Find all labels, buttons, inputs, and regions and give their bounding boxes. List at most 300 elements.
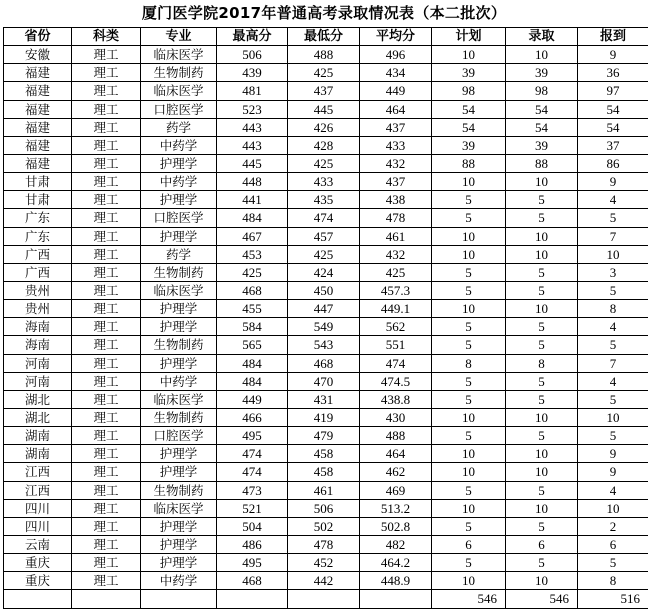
cell-major[interactable]: 临床医学 — [141, 46, 217, 64]
cell-min-score[interactable]: 549 — [288, 318, 360, 336]
cell-province[interactable]: 甘肃 — [4, 173, 72, 191]
cell-admitted[interactable]: 5 — [506, 517, 578, 535]
table-row — [4, 354, 648, 372]
cell-min-score[interactable]: 425 — [288, 245, 360, 263]
cell-category[interactable]: 理工 — [72, 173, 141, 191]
table-row — [4, 173, 648, 191]
cell-major[interactable]: 护理学 — [141, 445, 217, 463]
cell-province[interactable]: 广西 — [4, 263, 72, 281]
cell-category[interactable]: 理工 — [72, 136, 141, 154]
cell-admitted[interactable]: 39 — [506, 64, 578, 82]
cell-max-score[interactable]: 486 — [217, 535, 288, 553]
cell-admitted[interactable]: 10 — [506, 173, 578, 191]
cell-major[interactable]: 药学 — [141, 118, 217, 136]
cell-major[interactable]: 生物制药 — [141, 481, 217, 499]
cell-admitted[interactable]: 10 — [506, 408, 578, 426]
cell-major[interactable]: 口腔医学 — [141, 209, 217, 227]
cell-category[interactable]: 理工 — [72, 318, 141, 336]
cell-category[interactable]: 理工 — [72, 336, 141, 354]
cell-avg-score[interactable]: 478 — [360, 209, 432, 227]
cell-province[interactable]: 湖南 — [4, 445, 72, 463]
cell-min-score[interactable]: 435 — [288, 191, 360, 209]
cell-admitted[interactable]: 5 — [506, 390, 578, 408]
cell-avg-score[interactable]: 496 — [360, 46, 432, 64]
cell-enrolled[interactable]: 9 — [578, 173, 648, 191]
cell-category[interactable]: 理工 — [72, 100, 141, 118]
cell-plan[interactable]: 54 — [432, 100, 506, 118]
cell-min-score[interactable]: 428 — [288, 136, 360, 154]
cell-admitted[interactable]: 10 — [506, 245, 578, 263]
cell-min-score[interactable]: 447 — [288, 300, 360, 318]
cell-enrolled[interactable]: 86 — [578, 154, 648, 172]
cell-avg-score[interactable]: 462 — [360, 463, 432, 481]
cell-enrolled[interactable]: 3 — [578, 263, 648, 281]
cell-enrolled[interactable]: 10 — [578, 408, 648, 426]
cell-category[interactable]: 理工 — [72, 372, 141, 390]
table-row — [4, 209, 648, 227]
cell-plan[interactable]: 8 — [432, 354, 506, 372]
cell-province[interactable]: 重庆 — [4, 572, 72, 590]
cell-min-score[interactable]: 461 — [288, 481, 360, 499]
cell-province[interactable]: 福建 — [4, 136, 72, 154]
cell-admitted[interactable]: 88 — [506, 154, 578, 172]
cell-plan[interactable]: 5 — [432, 390, 506, 408]
cell-max-score[interactable]: 466 — [217, 408, 288, 426]
cell-major[interactable]: 药学 — [141, 245, 217, 263]
cell-category[interactable]: 理工 — [72, 481, 141, 499]
cell-category[interactable]: 理工 — [72, 535, 141, 553]
cell-avg-score[interactable]: 474.5 — [360, 372, 432, 390]
cell-province[interactable]: 海南 — [4, 336, 72, 354]
cell-avg-score[interactable]: 449.1 — [360, 300, 432, 318]
cell-enrolled[interactable]: 9 — [578, 46, 648, 64]
header-max-score[interactable]: 最高分 — [217, 28, 288, 46]
cell-enrolled[interactable]: 6 — [578, 535, 648, 553]
cell-province[interactable]: 湖北 — [4, 408, 72, 426]
cell-avg-score[interactable]: 434 — [360, 64, 432, 82]
cell-enrolled[interactable]: 5 — [578, 281, 648, 299]
cell-category[interactable]: 理工 — [72, 64, 141, 82]
cell-province[interactable]: 河南 — [4, 372, 72, 390]
cell-min-score[interactable]: 457 — [288, 227, 360, 245]
cell-max-score[interactable]: 484 — [217, 372, 288, 390]
cell-enrolled[interactable]: 37 — [578, 136, 648, 154]
table-row — [4, 245, 648, 263]
cell-admitted[interactable]: 10 — [506, 572, 578, 590]
cell-max-score[interactable]: 474 — [217, 445, 288, 463]
cell-major[interactable]: 护理学 — [141, 535, 217, 553]
cell-avg-score[interactable]: 488 — [360, 427, 432, 445]
cell-plan[interactable]: 54 — [432, 118, 506, 136]
cell-enrolled[interactable]: 5 — [578, 209, 648, 227]
cell-enrolled[interactable]: 4 — [578, 191, 648, 209]
cell-province[interactable]: 福建 — [4, 64, 72, 82]
cell-province[interactable]: 甘肃 — [4, 191, 72, 209]
table-row — [4, 554, 648, 572]
cell-admitted[interactable]: 5 — [506, 318, 578, 336]
cell-major[interactable]: 护理学 — [141, 354, 217, 372]
cell-admitted[interactable]: 98 — [506, 82, 578, 100]
cell-admitted[interactable]: 6 — [506, 535, 578, 553]
cell-plan[interactable]: 5 — [432, 318, 506, 336]
cell-avg-score[interactable]: 437 — [360, 173, 432, 191]
cell-category[interactable]: 理工 — [72, 354, 141, 372]
cell-plan[interactable]: 39 — [432, 64, 506, 82]
cell-max-score[interactable]: 467 — [217, 227, 288, 245]
cell-avg-score[interactable]: 482 — [360, 535, 432, 553]
cell-province[interactable]: 云南 — [4, 535, 72, 553]
cell-max-score[interactable]: 484 — [217, 209, 288, 227]
table-row — [4, 372, 648, 390]
cell-min-score[interactable]: 458 — [288, 463, 360, 481]
cell-avg-score[interactable]: 464.2 — [360, 554, 432, 572]
cell-avg-score[interactable]: 449 — [360, 82, 432, 100]
cell-major[interactable]: 生物制药 — [141, 263, 217, 281]
cell-plan[interactable]: 10 — [432, 572, 506, 590]
cell-max-score[interactable]: 468 — [217, 572, 288, 590]
cell-category[interactable]: 理工 — [72, 390, 141, 408]
cell-plan[interactable]: 10 — [432, 227, 506, 245]
cell-category[interactable]: 理工 — [72, 118, 141, 136]
cell-min-score[interactable]: 419 — [288, 408, 360, 426]
cell-admitted[interactable]: 10 — [506, 300, 578, 318]
cell-avg-score[interactable]: 457.3 — [360, 281, 432, 299]
cell-category[interactable]: 理工 — [72, 408, 141, 426]
cell-province[interactable]: 广东 — [4, 209, 72, 227]
cell-enrolled[interactable]: 54 — [578, 100, 648, 118]
cell-admitted[interactable]: 54 — [506, 118, 578, 136]
cell-admitted[interactable]: 39 — [506, 136, 578, 154]
cell-avg-score[interactable]: 513.2 — [360, 499, 432, 517]
cell-category[interactable]: 理工 — [72, 572, 141, 590]
cell-category[interactable]: 理工 — [72, 191, 141, 209]
cell-avg-score[interactable]: 425 — [360, 263, 432, 281]
cell-min-score[interactable]: 479 — [288, 427, 360, 445]
cell-province[interactable]: 海南 — [4, 318, 72, 336]
cell-plan[interactable]: 5 — [432, 372, 506, 390]
cell-avg-score[interactable]: 562 — [360, 318, 432, 336]
cell-min-score[interactable]: 468 — [288, 354, 360, 372]
cell-max-score[interactable]: 425 — [217, 263, 288, 281]
cell-max-score[interactable]: 443 — [217, 136, 288, 154]
cell-min-score[interactable]: 425 — [288, 154, 360, 172]
cell-avg-score[interactable]: 464 — [360, 445, 432, 463]
cell-major[interactable]: 护理学 — [141, 227, 217, 245]
cell-category[interactable]: 理工 — [72, 209, 141, 227]
cell-admitted[interactable]: 5 — [506, 372, 578, 390]
cell-admitted[interactable]: 10 — [506, 445, 578, 463]
cell-min-score[interactable]: 543 — [288, 336, 360, 354]
total-admitted[interactable]: 546 — [506, 590, 578, 608]
cell-admitted[interactable]: 5 — [506, 209, 578, 227]
cell-max-score[interactable]: 584 — [217, 318, 288, 336]
cell-avg-score[interactable]: 502.8 — [360, 517, 432, 535]
total-empty-cell[interactable] — [217, 590, 288, 608]
cell-enrolled[interactable]: 8 — [578, 572, 648, 590]
cell-plan[interactable]: 88 — [432, 154, 506, 172]
total-empty-cell[interactable] — [141, 590, 217, 608]
cell-avg-score[interactable]: 551 — [360, 336, 432, 354]
cell-major[interactable]: 中药学 — [141, 136, 217, 154]
cell-min-score[interactable]: 488 — [288, 46, 360, 64]
cell-category[interactable]: 理工 — [72, 46, 141, 64]
cell-category[interactable]: 理工 — [72, 245, 141, 263]
header-major[interactable]: 专业 — [141, 28, 217, 46]
cell-plan[interactable]: 5 — [432, 554, 506, 572]
cell-major[interactable]: 生物制药 — [141, 64, 217, 82]
cell-province[interactable]: 湖南 — [4, 427, 72, 445]
cell-enrolled[interactable]: 5 — [578, 427, 648, 445]
cell-max-score[interactable]: 439 — [217, 64, 288, 82]
cell-max-score[interactable]: 565 — [217, 336, 288, 354]
cell-min-score[interactable]: 424 — [288, 263, 360, 281]
cell-major[interactable]: 临床医学 — [141, 499, 217, 517]
cell-enrolled[interactable]: 8 — [578, 300, 648, 318]
cell-plan[interactable]: 10 — [432, 445, 506, 463]
cell-max-score[interactable]: 523 — [217, 100, 288, 118]
table-row — [4, 227, 648, 245]
cell-plan[interactable]: 5 — [432, 517, 506, 535]
cell-admitted[interactable]: 10 — [506, 463, 578, 481]
cell-admitted[interactable]: 5 — [506, 336, 578, 354]
cell-avg-score[interactable]: 430 — [360, 408, 432, 426]
cell-major[interactable]: 中药学 — [141, 572, 217, 590]
cell-enrolled[interactable]: 5 — [578, 336, 648, 354]
cell-min-score[interactable]: 425 — [288, 64, 360, 82]
cell-admitted[interactable]: 10 — [506, 46, 578, 64]
cell-province[interactable]: 贵州 — [4, 300, 72, 318]
cell-major[interactable]: 护理学 — [141, 463, 217, 481]
cell-max-score[interactable]: 448 — [217, 173, 288, 191]
cell-enrolled[interactable]: 7 — [578, 227, 648, 245]
cell-plan[interactable]: 98 — [432, 82, 506, 100]
cell-max-score[interactable]: 484 — [217, 354, 288, 372]
cell-plan[interactable]: 5 — [432, 336, 506, 354]
cell-admitted[interactable]: 10 — [506, 227, 578, 245]
cell-major[interactable]: 护理学 — [141, 154, 217, 172]
cell-avg-score[interactable]: 437 — [360, 118, 432, 136]
cell-min-score[interactable]: 478 — [288, 535, 360, 553]
cell-major[interactable]: 临床医学 — [141, 82, 217, 100]
cell-major[interactable]: 护理学 — [141, 191, 217, 209]
cell-max-score[interactable]: 445 — [217, 154, 288, 172]
cell-category[interactable]: 理工 — [72, 227, 141, 245]
cell-admitted[interactable]: 5 — [506, 191, 578, 209]
cell-major[interactable]: 临床医学 — [141, 390, 217, 408]
cell-major[interactable]: 护理学 — [141, 517, 217, 535]
cell-category[interactable]: 理工 — [72, 427, 141, 445]
cell-max-score[interactable]: 443 — [217, 118, 288, 136]
header-avg-score[interactable]: 平均分 — [360, 28, 432, 46]
cell-admitted[interactable]: 10 — [506, 499, 578, 517]
total-plan[interactable]: 546 — [432, 590, 506, 608]
cell-major[interactable]: 中药学 — [141, 372, 217, 390]
cell-plan[interactable]: 5 — [432, 191, 506, 209]
cell-plan[interactable]: 10 — [432, 173, 506, 191]
cell-plan[interactable]: 10 — [432, 408, 506, 426]
cell-major[interactable]: 中药学 — [141, 173, 217, 191]
cell-province[interactable]: 广西 — [4, 245, 72, 263]
cell-major[interactable]: 护理学 — [141, 318, 217, 336]
cell-max-score[interactable]: 481 — [217, 82, 288, 100]
header-row — [4, 28, 648, 46]
cell-enrolled[interactable]: 7 — [578, 354, 648, 372]
cell-avg-score[interactable]: 461 — [360, 227, 432, 245]
cell-avg-score[interactable]: 433 — [360, 136, 432, 154]
cell-max-score[interactable]: 449 — [217, 390, 288, 408]
cell-min-score[interactable]: 474 — [288, 209, 360, 227]
cell-max-score[interactable]: 495 — [217, 427, 288, 445]
cell-min-score[interactable]: 426 — [288, 118, 360, 136]
cell-plan[interactable]: 39 — [432, 136, 506, 154]
cell-category[interactable]: 理工 — [72, 517, 141, 535]
table-row — [4, 300, 648, 318]
cell-admitted[interactable]: 5 — [506, 427, 578, 445]
cell-category[interactable]: 理工 — [72, 82, 141, 100]
cell-major[interactable]: 护理学 — [141, 300, 217, 318]
cell-min-score[interactable]: 445 — [288, 100, 360, 118]
total-empty-cell[interactable] — [72, 590, 141, 608]
cell-avg-score[interactable]: 448.9 — [360, 572, 432, 590]
cell-max-score[interactable]: 506 — [217, 46, 288, 64]
cell-enrolled[interactable]: 2 — [578, 517, 648, 535]
cell-enrolled[interactable]: 4 — [578, 318, 648, 336]
cell-max-score[interactable]: 473 — [217, 481, 288, 499]
cell-plan[interactable]: 10 — [432, 463, 506, 481]
header-admitted[interactable]: 录取 — [506, 28, 578, 46]
cell-max-score[interactable]: 441 — [217, 191, 288, 209]
cell-plan[interactable]: 10 — [432, 46, 506, 64]
cell-min-score[interactable]: 431 — [288, 390, 360, 408]
cell-major[interactable]: 护理学 — [141, 554, 217, 572]
cell-plan[interactable]: 5 — [432, 263, 506, 281]
table-row — [4, 263, 648, 281]
cell-max-score[interactable]: 455 — [217, 300, 288, 318]
cell-enrolled[interactable]: 10 — [578, 245, 648, 263]
cell-category[interactable]: 理工 — [72, 445, 141, 463]
cell-min-score[interactable]: 442 — [288, 572, 360, 590]
cell-admitted[interactable]: 5 — [506, 554, 578, 572]
table-row — [4, 463, 648, 481]
cell-province[interactable]: 湖北 — [4, 390, 72, 408]
cell-enrolled[interactable]: 5 — [578, 390, 648, 408]
cell-avg-score[interactable]: 432 — [360, 245, 432, 263]
cell-admitted[interactable]: 8 — [506, 354, 578, 372]
cell-province[interactable]: 江西 — [4, 481, 72, 499]
cell-max-score[interactable]: 504 — [217, 517, 288, 535]
total-empty-cell[interactable] — [4, 590, 72, 608]
cell-major[interactable]: 口腔医学 — [141, 100, 217, 118]
cell-plan[interactable]: 5 — [432, 427, 506, 445]
cell-enrolled[interactable]: 54 — [578, 118, 648, 136]
cell-major[interactable]: 口腔医学 — [141, 427, 217, 445]
cell-plan[interactable]: 10 — [432, 300, 506, 318]
total-enrolled[interactable]: 516 — [578, 590, 648, 608]
cell-province[interactable]: 福建 — [4, 100, 72, 118]
cell-max-score[interactable]: 521 — [217, 499, 288, 517]
cell-province[interactable]: 安徽 — [4, 46, 72, 64]
total-empty-cell[interactable] — [288, 590, 360, 608]
cell-min-score[interactable]: 458 — [288, 445, 360, 463]
cell-enrolled[interactable]: 9 — [578, 445, 648, 463]
cell-category[interactable]: 理工 — [72, 154, 141, 172]
cell-avg-score[interactable]: 464 — [360, 100, 432, 118]
cell-province[interactable]: 福建 — [4, 82, 72, 100]
cell-plan[interactable]: 5 — [432, 281, 506, 299]
cell-avg-score[interactable]: 469 — [360, 481, 432, 499]
cell-province[interactable]: 广东 — [4, 227, 72, 245]
cell-max-score[interactable]: 495 — [217, 554, 288, 572]
cell-enrolled[interactable]: 5 — [578, 554, 648, 572]
cell-plan[interactable]: 10 — [432, 245, 506, 263]
cell-enrolled[interactable]: 4 — [578, 372, 648, 390]
cell-enrolled[interactable]: 9 — [578, 463, 648, 481]
cell-province[interactable]: 贵州 — [4, 281, 72, 299]
cell-province[interactable]: 四川 — [4, 517, 72, 535]
cell-plan[interactable]: 10 — [432, 499, 506, 517]
cell-max-score[interactable]: 453 — [217, 245, 288, 263]
cell-province[interactable]: 四川 — [4, 499, 72, 517]
cell-avg-score[interactable]: 438 — [360, 191, 432, 209]
cell-min-score[interactable]: 506 — [288, 499, 360, 517]
cell-province[interactable]: 江西 — [4, 463, 72, 481]
cell-min-score[interactable]: 450 — [288, 281, 360, 299]
cell-major[interactable]: 生物制药 — [141, 408, 217, 426]
cell-category[interactable]: 理工 — [72, 300, 141, 318]
cell-enrolled[interactable]: 10 — [578, 499, 648, 517]
cell-plan[interactable]: 6 — [432, 535, 506, 553]
cell-category[interactable]: 理工 — [72, 463, 141, 481]
cell-category[interactable]: 理工 — [72, 554, 141, 572]
cell-category[interactable]: 理工 — [72, 263, 141, 281]
cell-avg-score[interactable]: 432 — [360, 154, 432, 172]
cell-province[interactable]: 重庆 — [4, 554, 72, 572]
cell-category[interactable]: 理工 — [72, 499, 141, 517]
cell-avg-score[interactable]: 474 — [360, 354, 432, 372]
cell-admitted[interactable]: 5 — [506, 281, 578, 299]
cell-max-score[interactable]: 468 — [217, 281, 288, 299]
cell-enrolled[interactable]: 97 — [578, 82, 648, 100]
header-category[interactable]: 科类 — [72, 28, 141, 46]
cell-min-score[interactable]: 502 — [288, 517, 360, 535]
cell-min-score[interactable]: 470 — [288, 372, 360, 390]
header-plan[interactable]: 计划 — [432, 28, 506, 46]
cell-major[interactable]: 生物制药 — [141, 336, 217, 354]
cell-enrolled[interactable]: 36 — [578, 64, 648, 82]
cell-major[interactable]: 临床医学 — [141, 281, 217, 299]
cell-province[interactable]: 福建 — [4, 154, 72, 172]
cell-admitted[interactable]: 54 — [506, 100, 578, 118]
cell-admitted[interactable]: 5 — [506, 481, 578, 499]
cell-plan[interactable]: 5 — [432, 481, 506, 499]
header-province[interactable]: 省份 — [4, 28, 72, 46]
cell-min-score[interactable]: 452 — [288, 554, 360, 572]
cell-province[interactable]: 河南 — [4, 354, 72, 372]
cell-min-score[interactable]: 433 — [288, 173, 360, 191]
cell-plan[interactable]: 5 — [432, 209, 506, 227]
header-enrolled[interactable]: 报到 — [578, 28, 648, 46]
cell-avg-score[interactable]: 438.8 — [360, 390, 432, 408]
header-min-score[interactable]: 最低分 — [288, 28, 360, 46]
total-empty-cell[interactable] — [360, 590, 432, 608]
cell-max-score[interactable]: 474 — [217, 463, 288, 481]
cell-category[interactable]: 理工 — [72, 281, 141, 299]
cell-enrolled[interactable]: 4 — [578, 481, 648, 499]
table-row — [4, 481, 648, 499]
cell-province[interactable]: 福建 — [4, 118, 72, 136]
cell-admitted[interactable]: 5 — [506, 263, 578, 281]
cell-min-score[interactable]: 437 — [288, 82, 360, 100]
